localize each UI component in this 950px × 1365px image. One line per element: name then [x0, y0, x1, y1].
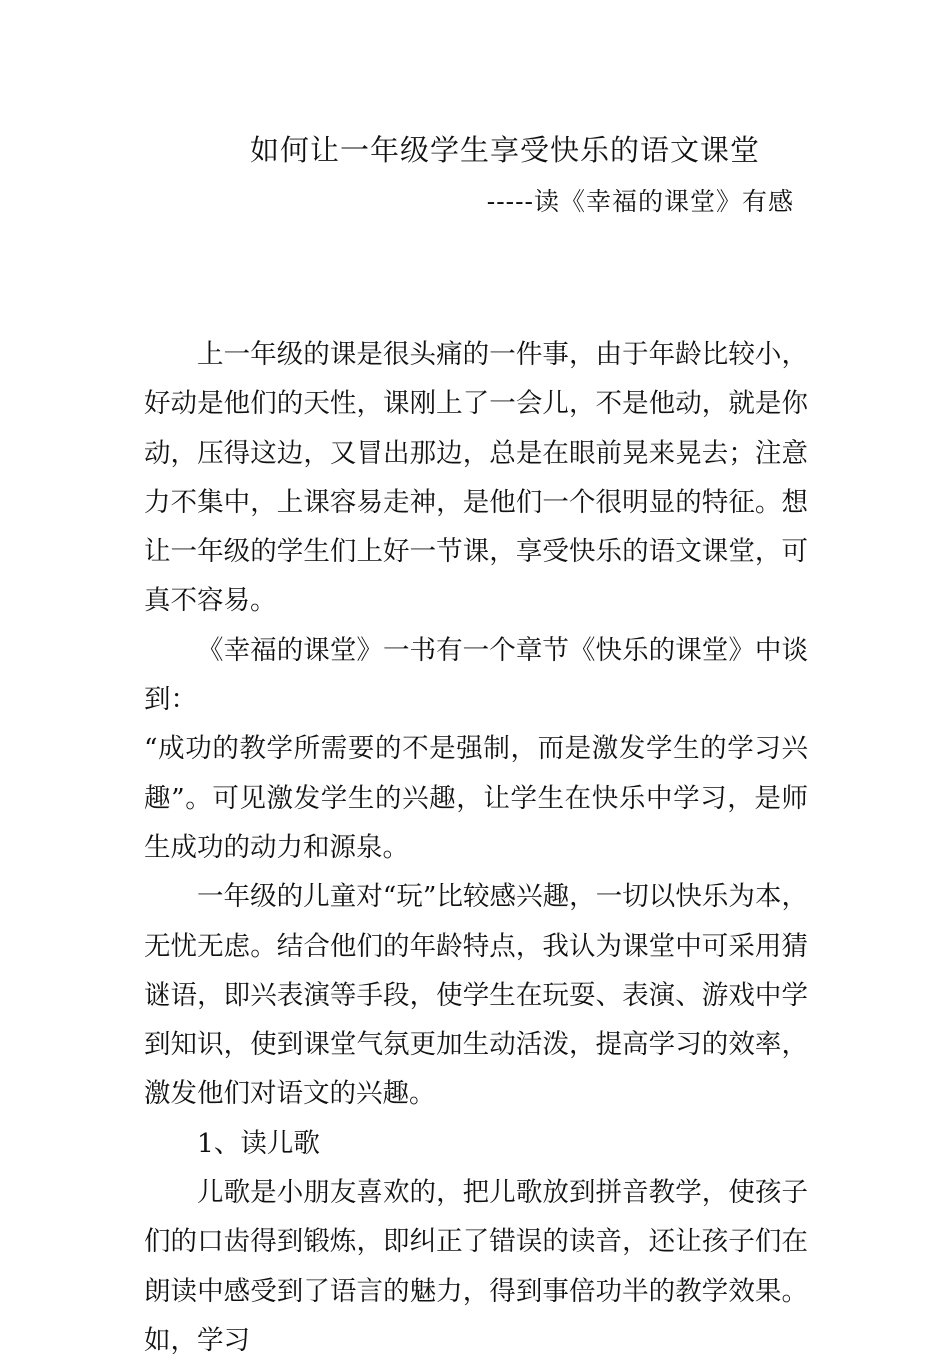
page-title: 如何让一年级学生享受快乐的语文课堂 — [249, 133, 760, 167]
section-heading: 1、读儿歌 — [197, 1127, 320, 1159]
paragraph: 上一年级的课是很头痛的一件事，由于年龄比较小，好动是他们的天性，课刚上了一会儿，不是他动，就是你动，压得这边，又冒出那边，总是在眼前晃来晃去；注意力不集中，上课容易走神，是他们一个很明显的特征。想让一年级的学生们上好一节课，享受快乐的语文课堂，可真不容易。 — [144, 339, 808, 617]
paragraph: 一年级的儿童对“玩”比较感兴趣，一切以快乐为本，无忧无虑。结合他们的年龄特点，我认为课堂中可采用猜谜语，即兴表演等手段，使学生在玩耍、表演、游戏中学到知识，使到课堂气氛更加生动活泼，提高学习的效率，激发他们对语文的兴趣。 — [144, 881, 808, 1110]
page-subtitle: -----读《幸福的课堂》有感 — [486, 187, 794, 216]
paragraph: 儿歌是小朋友喜欢的，把儿歌放到拼音教学，使孩子们的口齿得到锻炼，即纠正了错误的读音，还让孩子们在朗读中感受到了语言的魅力，得到事倍功半的教学效果。如，学习 — [144, 1177, 808, 1356]
paragraph: 《幸福的课堂》一书有一个章节《快乐的课堂》中谈到： — [144, 634, 808, 716]
quote-paragraph: “成功的教学所需要的不是强制，而是激发学生的学习兴趣”。可见激发学生的兴趣，让学生在快乐中学习，是师生成功的动力和源泉。 — [144, 733, 808, 863]
document-body — [144, 330, 808, 1365]
